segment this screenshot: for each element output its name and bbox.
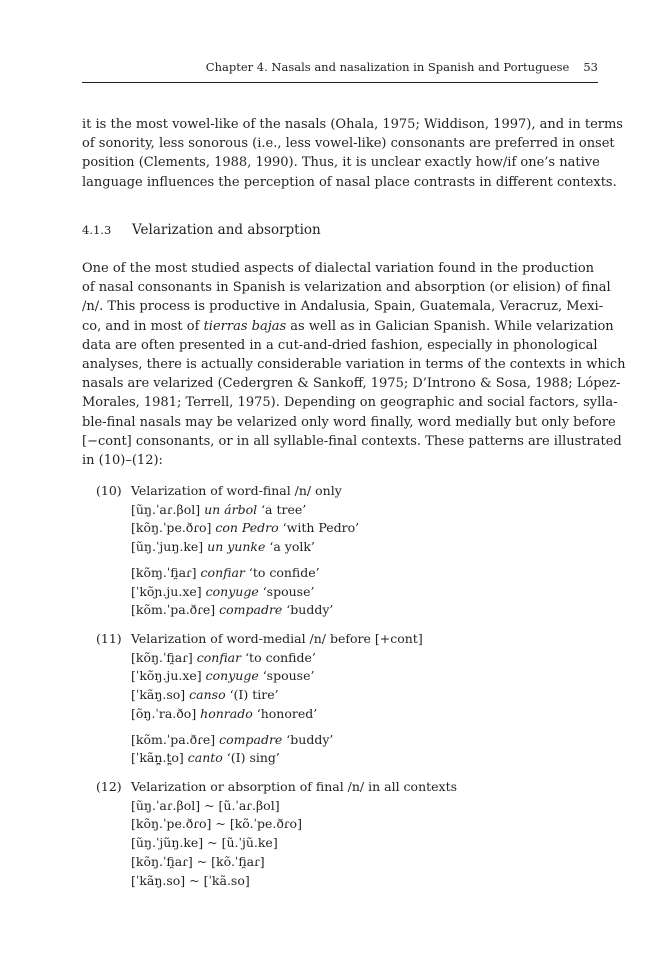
- italic-term: tierras bajas: [203, 318, 287, 334]
- running-header: [82, 60, 598, 83]
- text-line: analyses, there is actually considerable variation in terms of the contexts in which: [82, 357, 626, 373]
- text-line: data are often presented in a cut-and-dried fashion, especially in phonological: [82, 337, 598, 353]
- example-line: [kõŋ.ˈfi̯aɾ] ~ [kõ.ˈfi̯aɾ]: [131, 853, 265, 869]
- example-line: [kõm.ˈpa.ðɾe] compadre ‘buddy’: [131, 602, 334, 618]
- example-line: [kõɱ.ˈfi̯aɾ] confiar ‘to confide’: [131, 564, 320, 580]
- text-line: Morales, 1981; Terrell, 1975). Depending on geographic and social factors, sylla-: [82, 395, 618, 411]
- example-line: [ˈkãn̪.t̪o] canto ‘(I) sing’: [131, 750, 280, 766]
- running-title: Chapter 4. Nasals and nasalization in Spanish and Portuguese: [205, 60, 570, 74]
- example-10: [96, 482, 359, 620]
- example-line: [ũŋ.ˈaɾ.βol] ~ [ũ.ˈaɾ.βol]: [131, 797, 280, 813]
- example-title: (12) Velarization or absorption of final /n/ in all contexts: [96, 779, 458, 794]
- example-line: [õŋ.ˈra.ðo] honrado ‘honored’: [131, 705, 318, 721]
- text-line: [−cont] consonants, or in all syllable-final contexts. These patterns are illustrated: [82, 433, 622, 449]
- text-line: co, and in most of tierras bajas as well as in Galician Spanish. While velarization: [82, 318, 614, 334]
- text-line: of sonority, less sonorous (i.e., less vowel-like) consonants are preferred in onset: [82, 136, 615, 152]
- body-paragraph: [82, 259, 626, 470]
- text-line: of nasal consonants in Spanish is velarization and absorption (or elision) of final: [82, 280, 611, 296]
- example-line: [ˈkõɲ.ju.xe] conyuge ‘spouse’: [131, 583, 315, 599]
- text-line: it is the most vowel-like of the nasals (Ohala, 1975; Widdison, 1997), and in terms: [82, 117, 623, 132]
- section-number: 4.1.3: [82, 223, 112, 237]
- section-heading: [82, 222, 321, 238]
- example-11: [96, 630, 423, 768]
- example-line: [ˈkãŋ.so] ~ [ˈkã.so]: [131, 872, 250, 888]
- example-line: [kõŋ.ˈpe.ðɾo] con Pedro ‘with Pedro’: [131, 520, 360, 536]
- example-line: [ˈkãŋ.so] canso ‘(I) tire’: [131, 687, 279, 703]
- text-line: nasals are velarized (Cedergren & Sankoff, 1975; D’Introno & Sosa, 1988; López-: [82, 376, 621, 392]
- example-line: [kõŋ.ˈpe.ðɾo] ~ [kõ.ˈpe.ðɾo]: [131, 816, 302, 832]
- text-line: ble-final nasals may be velarized only word finally, word medially but only before: [82, 414, 616, 430]
- example-line: [kõŋ.ˈfi̯aɾ] confiar ‘to confide’: [131, 649, 316, 665]
- example-line: [kõm.ˈpa.ðɾe] compadre ‘buddy’: [131, 731, 334, 747]
- section-title: Velarization and absorption: [132, 222, 321, 238]
- text-line: One of the most studied aspects of dialectal variation found in the production: [82, 261, 595, 276]
- example-line: [ũŋ.ˈaɾ.βol] un árbol ‘a tree’: [131, 501, 307, 517]
- example-line: [ˈkõŋ.ju.xe] conyuge ‘spouse’: [131, 668, 315, 684]
- example-12: [96, 778, 457, 890]
- example-title: (11) Velarization of word-medial /n/ before [+cont]: [96, 631, 423, 646]
- text-line: in (10)–(12):: [82, 453, 163, 469]
- example-line: [ũŋ.ˈjũŋ.ke] ~ [ũ.ˈjũ.ke]: [131, 835, 278, 851]
- intro-paragraph: [82, 115, 623, 192]
- text-line: /n/. This process is productive in Andalusia, Spain, Guatemala, Veracruz, Mexi-: [82, 299, 604, 315]
- page-number: 53: [583, 60, 598, 74]
- example-title: (10) Velarization of word-final /n/ only: [96, 483, 342, 498]
- text-line: position (Clements, 1988, 1990). Thus, it is unclear exactly how/if one’s native: [82, 155, 600, 171]
- text-line: language influences the perception of nasal place contrasts in different contexts.: [82, 174, 617, 190]
- example-line: [ũŋ.ˈjuŋ.ke] un yunke ‘a yolk’: [131, 539, 315, 555]
